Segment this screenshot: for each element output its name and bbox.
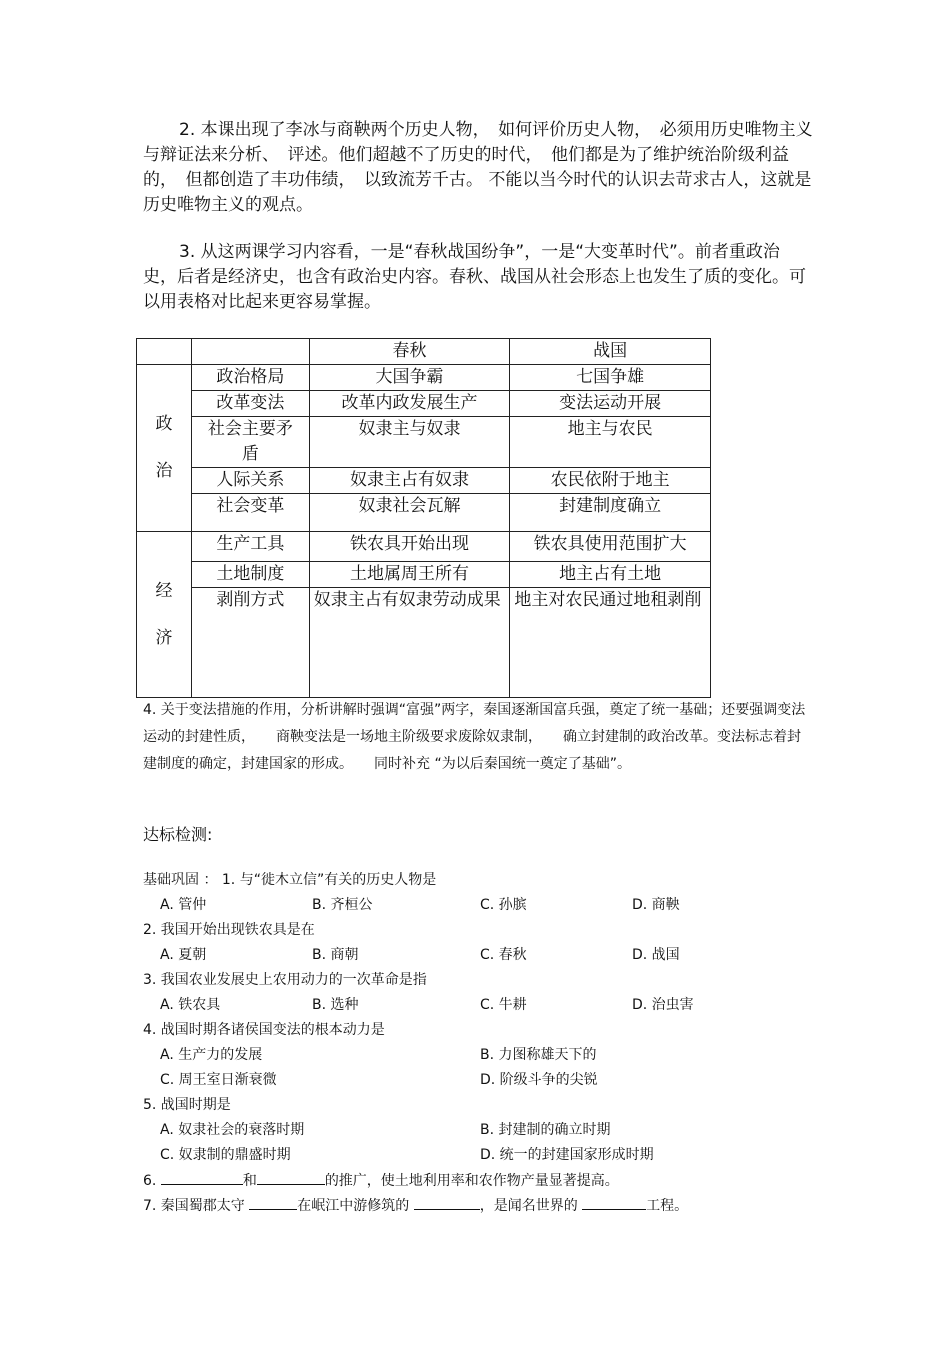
q3-option-a: A. 铁农具 — [160, 997, 221, 1013]
q5-option-b: B. 封建制的确立时期 — [480, 1122, 611, 1138]
row-item: 剥削方式 — [191, 588, 309, 698]
col-header-zhanguo: 战国 — [510, 339, 711, 365]
question-7 — [143, 1195, 688, 1216]
q5-option-d: D. 统一的封建国家形成时期 — [480, 1147, 654, 1163]
q1-option-c: C. 孙膑 — [480, 897, 527, 913]
q7-blank-3[interactable] — [582, 1195, 646, 1210]
group-politics-char-2: 治 — [155, 461, 173, 481]
row-chunqiu: 大国争霸 — [309, 365, 510, 391]
row-chunqiu: 奴隶主占有奴隶劳动成果 — [309, 588, 510, 698]
q7-mid-1: 在岷江中游修筑的 — [297, 1198, 410, 1214]
question-6 — [143, 1170, 619, 1191]
section-title: 达标检测: — [143, 825, 213, 844]
table-row — [137, 562, 711, 588]
paragraph-3: 3. 从这两课学习内容看，一是“春秋战国纷争”，一是“大变革时代”。前者重政治史，后者是经济史，也含有政治史内容。春秋、战国从社会形态上也发生了质的变化。可以用表格对比起来更容易掌握。 — [143, 242, 806, 312]
q4-option-a: A. 生产力的发展 — [160, 1047, 263, 1063]
row-item: 政治格局 — [191, 365, 309, 391]
question-2-text: 2. 我国开始出现铁农具是在 — [143, 922, 315, 938]
q5-option-a: A. 奴隶社会的衰落时期 — [160, 1122, 305, 1138]
row-item: 土地制度 — [191, 562, 309, 588]
row-zhanguo: 地主与农民 — [510, 417, 711, 468]
q7-blank-2[interactable] — [414, 1195, 480, 1210]
paragraph-4: 4. 关于变法措施的作用，分析讲解时强调“富强”两字，秦国逐渐国富兵强，奠定了统一基础；还要强调变法运动的封建性质， 商鞅变法是一场地主阶级要求废除奴隶制， 确立封建制的政治改革。变法标志着封建制度的确定，封建国家的形成。 同时补充 “为以后秦国统一奠定了基础”。 — [143, 702, 806, 772]
q3-option-b: B. 选种 — [312, 997, 359, 1013]
q1-option-a: A. 管仲 — [160, 897, 207, 913]
row-zhanguo: 农民依附于地主 — [510, 468, 711, 494]
comparison-table — [136, 338, 711, 698]
table-row — [137, 468, 711, 494]
q1-option-d: D. 商鞅 — [632, 897, 680, 913]
row-zhanguo: 变法运动开展 — [510, 391, 711, 417]
table-item-header — [191, 339, 309, 365]
q7-suffix: 工程。 — [646, 1198, 689, 1214]
table-row — [137, 365, 711, 391]
table-header-row — [137, 339, 711, 365]
q6-mid: 和 — [242, 1173, 257, 1189]
row-chunqiu: 奴隶主占有奴隶 — [309, 468, 510, 494]
q2-option-a: A. 夏朝 — [160, 947, 207, 963]
q1-option-b: B. 齐桓公 — [312, 897, 373, 913]
q7-prefix: 7. 秦国蜀郡太守 — [143, 1198, 245, 1214]
q4-option-c: C. 周王室日渐衰微 — [160, 1072, 277, 1088]
group-politics-char-1: 政 — [155, 414, 173, 434]
row-zhanguo: 七国争雄 — [510, 365, 711, 391]
q2-option-b: B. 商朝 — [312, 947, 359, 963]
question-1-text: 基础巩固 ： 1. 与“徙木立信”有关的历史人物是 — [143, 872, 437, 888]
q4-option-d: D. 阶级斗争的尖锐 — [480, 1072, 598, 1088]
row-zhanguo: 封建制度确立 — [510, 494, 711, 532]
table-row — [137, 532, 711, 562]
q6-blank-2[interactable] — [257, 1170, 325, 1185]
row-chunqiu: 奴隶社会瓦解 — [309, 494, 510, 532]
table-row — [137, 417, 711, 468]
q6-suffix: 的推广，使土地利用率和农作物产量显著提高。 — [324, 1173, 619, 1189]
question-4-text: 4. 战国时期各诸侯国变法的根本动力是 — [143, 1022, 385, 1038]
row-item: 社会变革 — [191, 494, 309, 532]
row-item: 生产工具 — [191, 532, 309, 562]
row-chunqiu: 奴隶主与奴隶 — [309, 417, 510, 468]
q6-blank-1[interactable] — [161, 1170, 243, 1185]
row-chunqiu: 土地属周王所有 — [309, 562, 510, 588]
row-zhanguo: 地主对农民通过地租剥削 — [510, 588, 711, 698]
q3-option-d: D. 治虫害 — [632, 997, 694, 1013]
group-economy-char-1: 经 — [155, 580, 173, 601]
row-chunqiu: 铁农具开始出现 — [309, 532, 510, 562]
table-row — [137, 588, 711, 698]
table-row — [137, 494, 711, 532]
row-zhanguo: 地主占有土地 — [510, 562, 711, 588]
row-item: 改革变法 — [191, 391, 309, 417]
q5-option-c: C. 奴隶制的鼎盛时期 — [160, 1147, 291, 1163]
q7-blank-1[interactable] — [249, 1195, 297, 1210]
row-zhanguo: 铁农具使用范围扩大 — [510, 532, 711, 562]
q2-option-d: D. 战国 — [632, 947, 680, 963]
group-economy-char-2: 济 — [155, 627, 173, 648]
q6-prefix: 6. — [143, 1173, 157, 1189]
table-corner-cell — [137, 339, 192, 365]
row-item: 人际关系 — [191, 468, 309, 494]
row-item: 社会主要矛盾 — [191, 417, 309, 468]
table-row — [137, 391, 711, 417]
q7-mid-2: ，是闻名世界的 — [479, 1198, 578, 1214]
col-header-chunqiu: 春秋 — [309, 339, 510, 365]
q3-option-c: C. 牛耕 — [480, 997, 527, 1013]
paragraph-2: 2. 本课出现了李冰与商鞅两个历史人物， 如何评价历史人物， 必须用历史唯物主义与辩证法来分析、 评述。他们超越不了历史的时代， 他们都是为了维护统治阶级利益的， 但都创造了丰功伟绩， 以致流芳千古。 不能以当今时代的认识去苛求古人，这就是历史唯物主义的观点。 — [143, 120, 813, 215]
row-chunqiu: 改革内政发展生产 — [309, 391, 510, 417]
question-3-text: 3. 我国农业发展史上农用动力的一次革命是指 — [143, 972, 427, 988]
group-economy — [137, 532, 192, 698]
q4-option-b: B. 力图称雄天下的 — [480, 1047, 597, 1063]
q2-option-c: C. 春秋 — [480, 947, 527, 963]
question-5-text: 5. 战国时期是 — [143, 1097, 231, 1113]
group-politics — [137, 365, 192, 532]
